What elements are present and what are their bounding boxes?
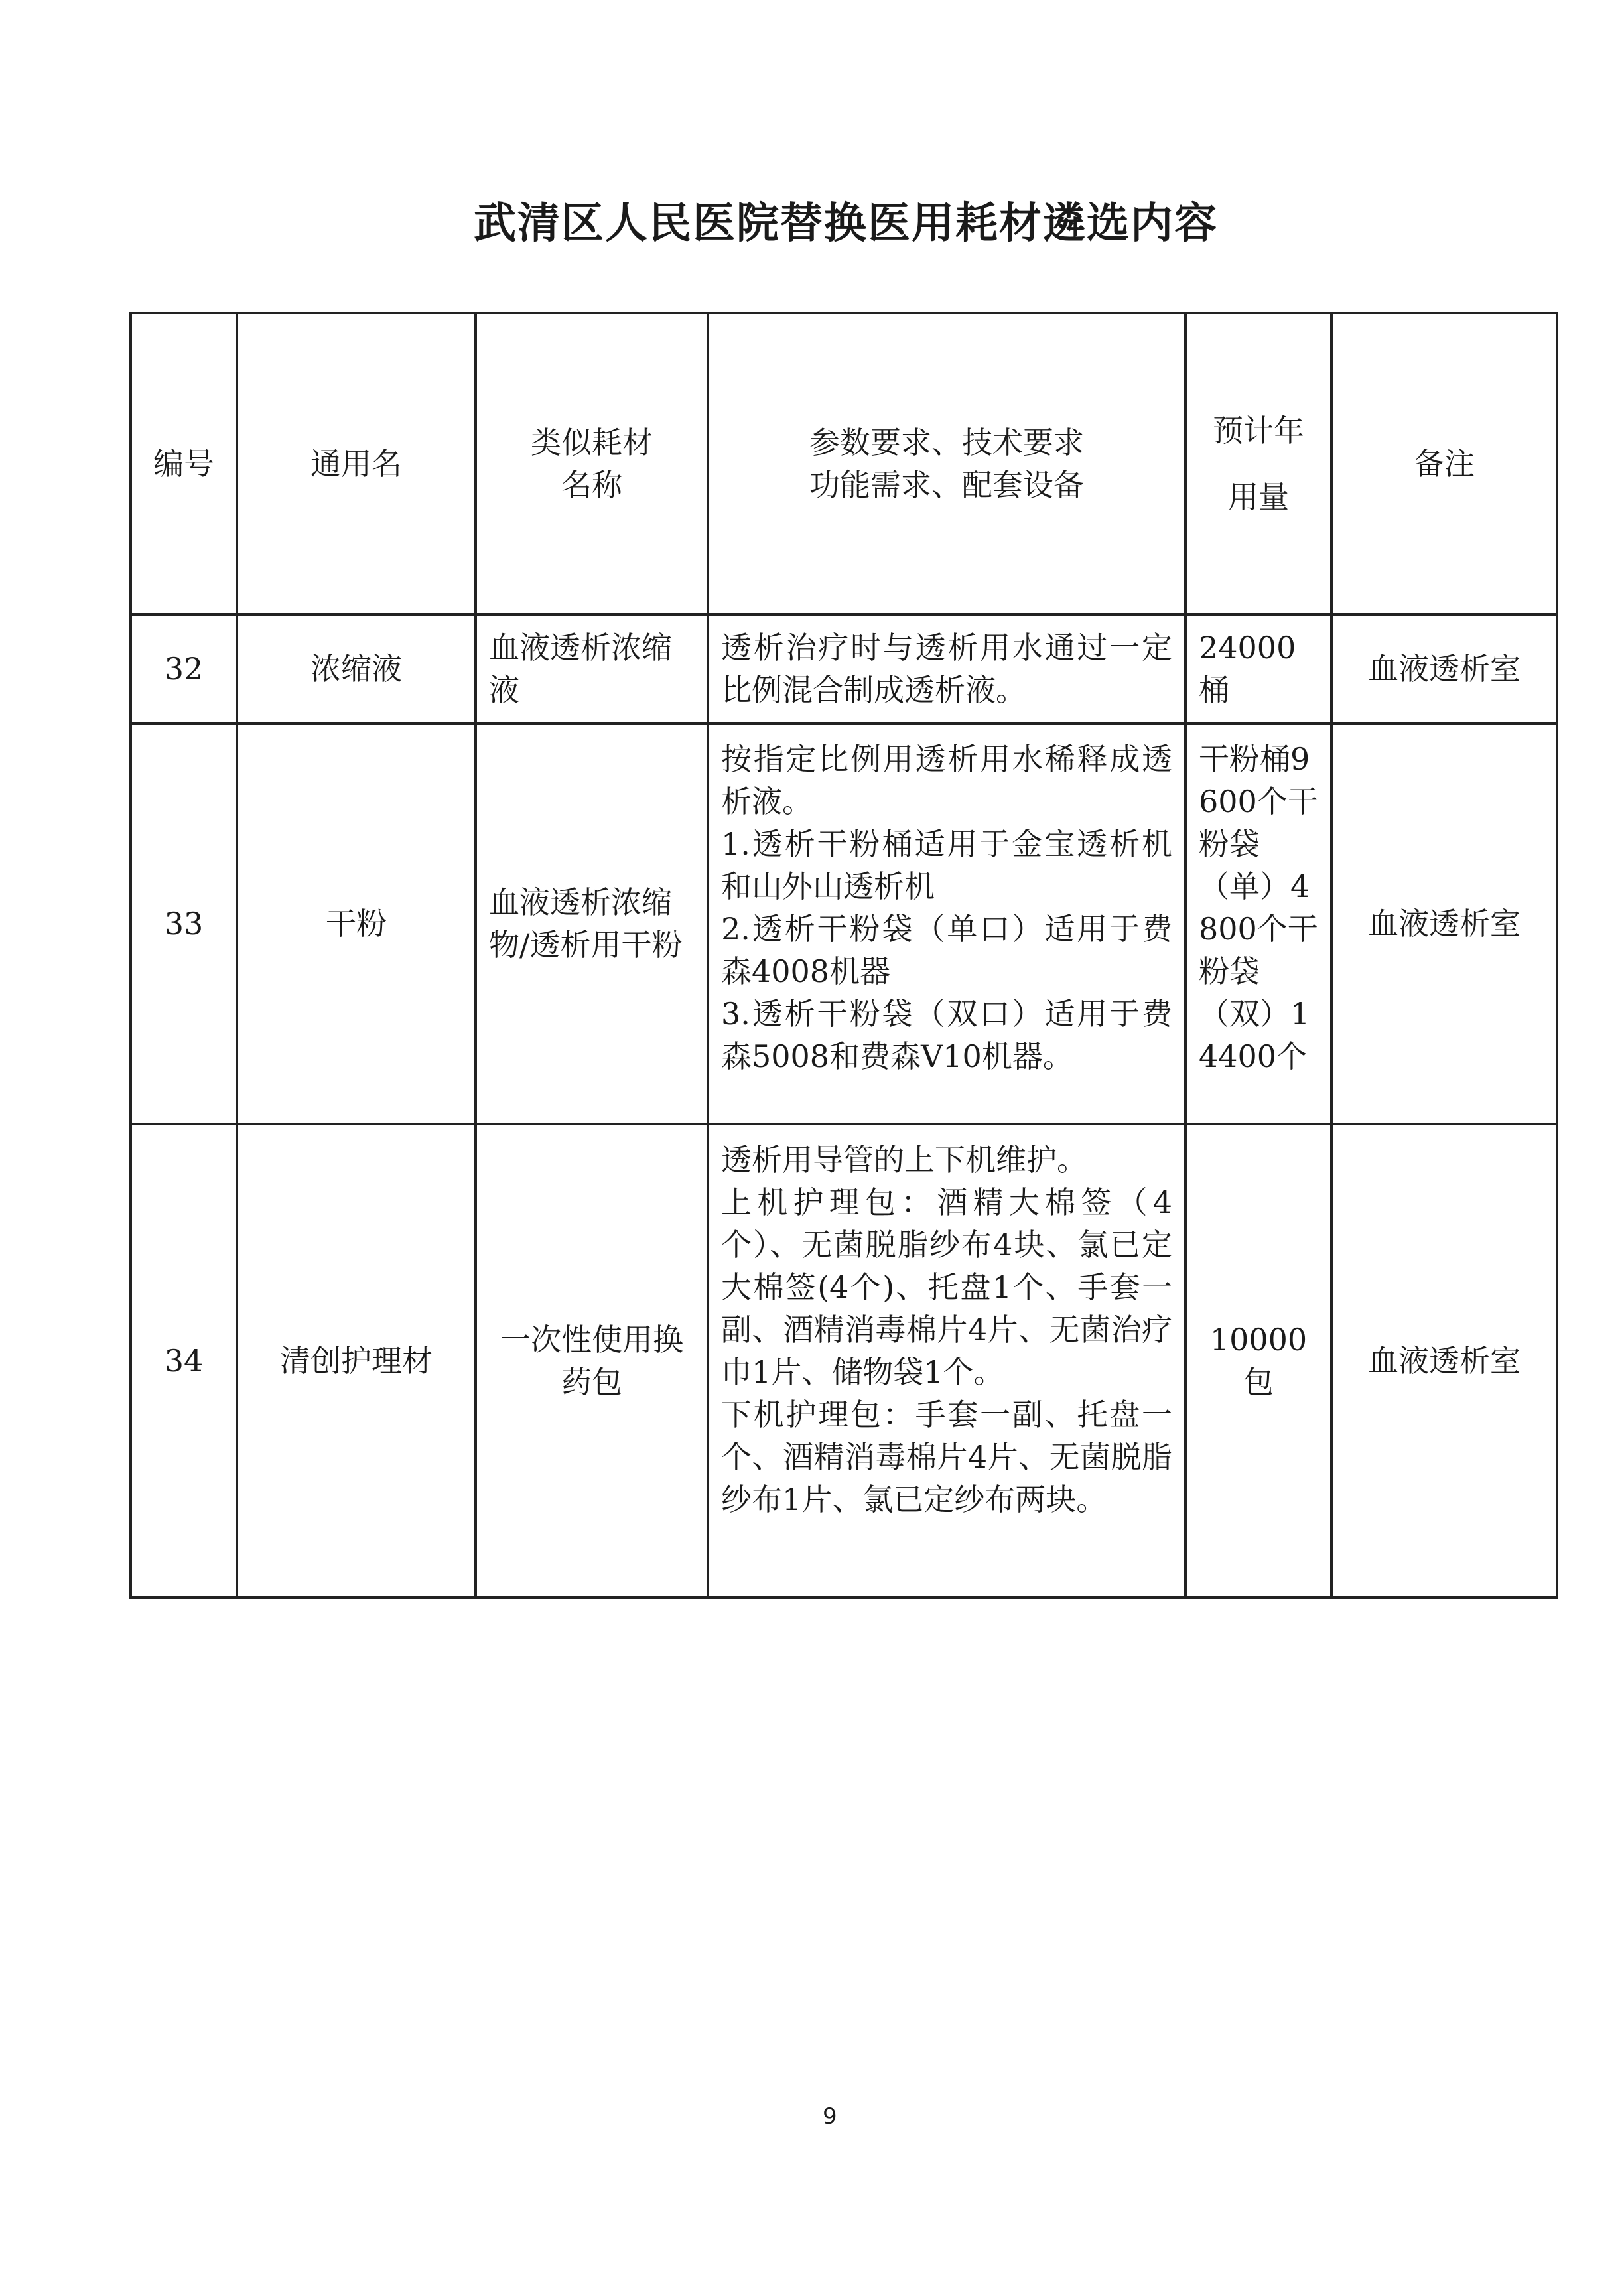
cell-spec bbox=[708, 614, 1185, 723]
spec-line: 下机护理包：手套一副、托盘一个、酒精消毒棉片4片、无菌脱脂纱布1片、氯已定纱布两块。 bbox=[721, 1397, 1172, 1517]
cell-similar-name: 血液透析浓缩液 bbox=[476, 614, 708, 723]
table-row bbox=[131, 614, 1557, 723]
cell-remark: 血液透析室 bbox=[1331, 614, 1557, 723]
cell-generic-name: 清创护理材 bbox=[237, 1124, 476, 1598]
header-spec-line2: 功能需求、配套设备 bbox=[809, 467, 1084, 503]
cell-no: 34 bbox=[131, 1124, 237, 1598]
header-similar-name bbox=[476, 313, 708, 614]
cell-generic-name: 干粉 bbox=[237, 723, 476, 1124]
cell-spec bbox=[708, 723, 1185, 1124]
consumables-table bbox=[129, 312, 1558, 1599]
spec-line: 透析治疗时与透析用水通过一定比例混合制成透析液。 bbox=[721, 630, 1172, 708]
header-no: 编号 bbox=[131, 313, 237, 614]
spec-line: 按指定比例用透析用水稀释成透析液。 bbox=[721, 741, 1172, 819]
spec-line: 1.透析干粉桶适用于金宝透析机和山外山透析机 bbox=[721, 826, 1172, 904]
cell-spec bbox=[708, 1124, 1185, 1598]
header-similar-name-line1: 类似耗材 bbox=[531, 425, 653, 460]
cell-generic-name: 浓缩液 bbox=[237, 614, 476, 723]
header-spec-line1: 参数要求、技术要求 bbox=[809, 425, 1084, 460]
cell-remark: 血液透析室 bbox=[1331, 723, 1557, 1124]
cell-remark: 血液透析室 bbox=[1331, 1124, 1557, 1598]
page-number: 9 bbox=[823, 2103, 837, 2130]
header-qty: 预计年用量 bbox=[1185, 313, 1331, 614]
cell-similar-name: 血液透析浓缩物/透析用干粉 bbox=[476, 723, 708, 1124]
cell-qty: 干粉桶9600个干粉袋（单）4800个干粉袋（双）14400个 bbox=[1185, 723, 1331, 1124]
document-title: 武清区人民医院替换医用耗材遴选内容 bbox=[474, 199, 1218, 248]
header-remark: 备注 bbox=[1331, 313, 1557, 614]
cell-qty: 24000桶 bbox=[1185, 614, 1331, 723]
header-similar-name-line2: 名称 bbox=[561, 467, 622, 503]
header-spec bbox=[708, 313, 1185, 614]
table-row bbox=[131, 1124, 1557, 1598]
spec-line: 3.透析干粉袋（双口）适用于费森5008和费森V10机器。 bbox=[721, 996, 1172, 1074]
table-row bbox=[131, 723, 1557, 1124]
cell-no: 33 bbox=[131, 723, 237, 1124]
spec-line: 上机护理包：酒精大棉签（4个）、无菌脱脂纱布4块、氯已定大棉签(4个)、托盘1个、手套一副、酒精消毒棉片4片、无菌治疗巾1片、储物袋1个。 bbox=[721, 1184, 1172, 1390]
cell-no: 32 bbox=[131, 614, 237, 723]
spec-line: 透析用导管的上下机维护。 bbox=[721, 1142, 1087, 1178]
header-generic-name: 通用名 bbox=[237, 313, 476, 614]
table-header-row bbox=[131, 313, 1557, 614]
cell-qty: 10000包 bbox=[1185, 1124, 1331, 1598]
cell-similar-name: 一次性使用换药包 bbox=[476, 1124, 708, 1598]
spec-line: 2.透析干粉袋（单口）适用于费森4008机器 bbox=[721, 911, 1172, 989]
